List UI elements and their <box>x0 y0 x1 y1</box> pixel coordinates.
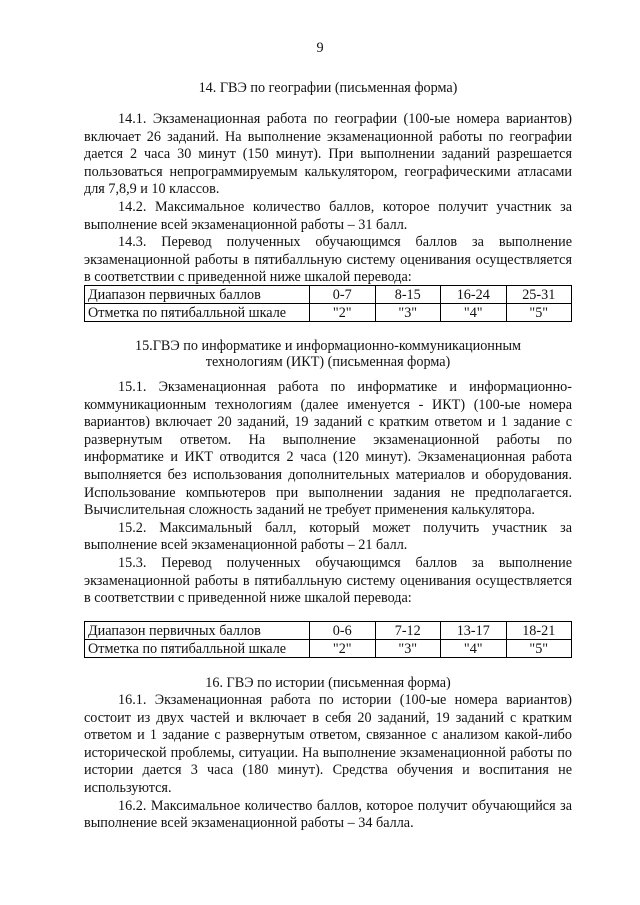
row-label: Диапазон первичных баллов <box>85 286 310 304</box>
grade-mark: "2" <box>310 304 376 322</box>
section-geography <box>84 80 572 98</box>
grade-mark: "3" <box>375 304 441 322</box>
section-geography-body <box>84 111 572 287</box>
grade-mark: "5" <box>506 640 572 658</box>
score-range: 7-12 <box>375 622 441 640</box>
score-range: 16-24 <box>441 286 507 304</box>
row-label: Отметка по пятибалльной шкале <box>85 640 310 658</box>
score-range: 8-15 <box>375 286 441 304</box>
table-row <box>85 304 572 322</box>
grade-mark: "4" <box>441 640 507 658</box>
table-row <box>85 286 572 304</box>
paragraph: 14.3. Перевод полученных обучающимся баллов за выполнение экзаменационной работы в пятибалльную систему оценивания осуществляется в соответствии с приведенной ниже шкалой перевода: <box>84 234 572 286</box>
paragraph: 15.1. Экзаменационная работа по информатике и информационно-коммуникационным технологиям (далее именуется - ИКТ) (100-ые номера вариантов) включает 20 заданий, 19 заданий с кратким ответом и 1 задание с развернутым ответом. На выполнение экзаменационной работы по информатике и ИКТ отводится 2 часа (120 минут). Экзаменационная работа выполняется без использования дополнительных материалов и оборудования. Использование компьютеров при выполнении задания не предполагается. Вычислительная сложность заданий не требует применения калькулятора. <box>84 379 572 519</box>
paragraph: 16.1. Экзаменационная работа по истории (100-ые номера вариантов) состоит из двух частей и включает в себя 20 заданий, 19 заданий с кратким ответом и 1 задание с развернутым ответом, связанное с анализом какой-либо исторической проблемы, ситуации. На выполнение экзаменационной работы по истории дается 3 часа (180 минут). Средства обучения и воспитания не используются. <box>84 692 572 796</box>
grade-mark: "4" <box>441 304 507 322</box>
section-heading: 15.ГВЭ по информатике и информационно-коммуникационным <box>134 338 521 354</box>
paragraph: 15.3. Перевод полученных обучающимся баллов за выполнение экзаменационной работы в пятибалльную систему оценивания осуществляется в соответствии с приведенной ниже шкалой перевода: <box>84 554 572 607</box>
grade-mark: "5" <box>506 304 572 322</box>
paragraph: 16.2. Максимальное количество баллов, которое получит обучающийся за выполнение всей экзаменационной работы – 34 балла. <box>84 797 572 832</box>
section-heading: 16. ГВЭ по истории (письменная форма) <box>205 675 451 691</box>
paragraph: 15.2. Максимальный балл, который может получить участник за выполнение всей экзаменационной работы – 21 балл. <box>84 519 572 554</box>
grade-mark: "3" <box>375 640 441 658</box>
paragraph: 14.1. Экзаменационная работа по географии (100-ые номера вариантов) включает 26 заданий. На выполнение экзаменационной работы по географии дается 2 часа 30 минут (150 минут). При выполнении заданий разрешается пользоваться непрограммируемым калькулятором, географическими атласами для 7,8,9 и 10 классов. <box>84 111 572 198</box>
section-history-body <box>84 692 572 833</box>
grade-mark: "2" <box>310 640 376 658</box>
geography-scale-table <box>84 285 572 322</box>
score-range: 0-7 <box>310 286 376 304</box>
score-range: 25-31 <box>506 286 572 304</box>
informatics-scale-table-wrap <box>84 621 572 658</box>
row-label: Отметка по пятибалльной шкале <box>85 304 310 322</box>
score-range: 18-21 <box>506 622 572 640</box>
row-label: Диапазон первичных баллов <box>85 622 310 640</box>
section-history <box>84 675 572 693</box>
score-range: 0-6 <box>310 622 376 640</box>
section-informatics-body <box>84 379 572 608</box>
score-range: 13-17 <box>441 622 507 640</box>
informatics-scale-table <box>84 621 572 658</box>
section-heading-continued: технологиям (ИКТ) (письменная форма) <box>205 354 451 370</box>
section-heading: 14. ГВЭ по географии (письменная форма) <box>198 80 458 96</box>
page-number: 9 <box>316 40 324 56</box>
table-row <box>85 622 572 640</box>
section-informatics <box>84 338 572 370</box>
geography-scale-table-wrap <box>84 285 572 322</box>
paragraph: 14.2. Максимальное количество баллов, которое получит участник за выполнение всей экзаменационной работы – 31 балл. <box>84 198 572 233</box>
table-row <box>85 640 572 658</box>
